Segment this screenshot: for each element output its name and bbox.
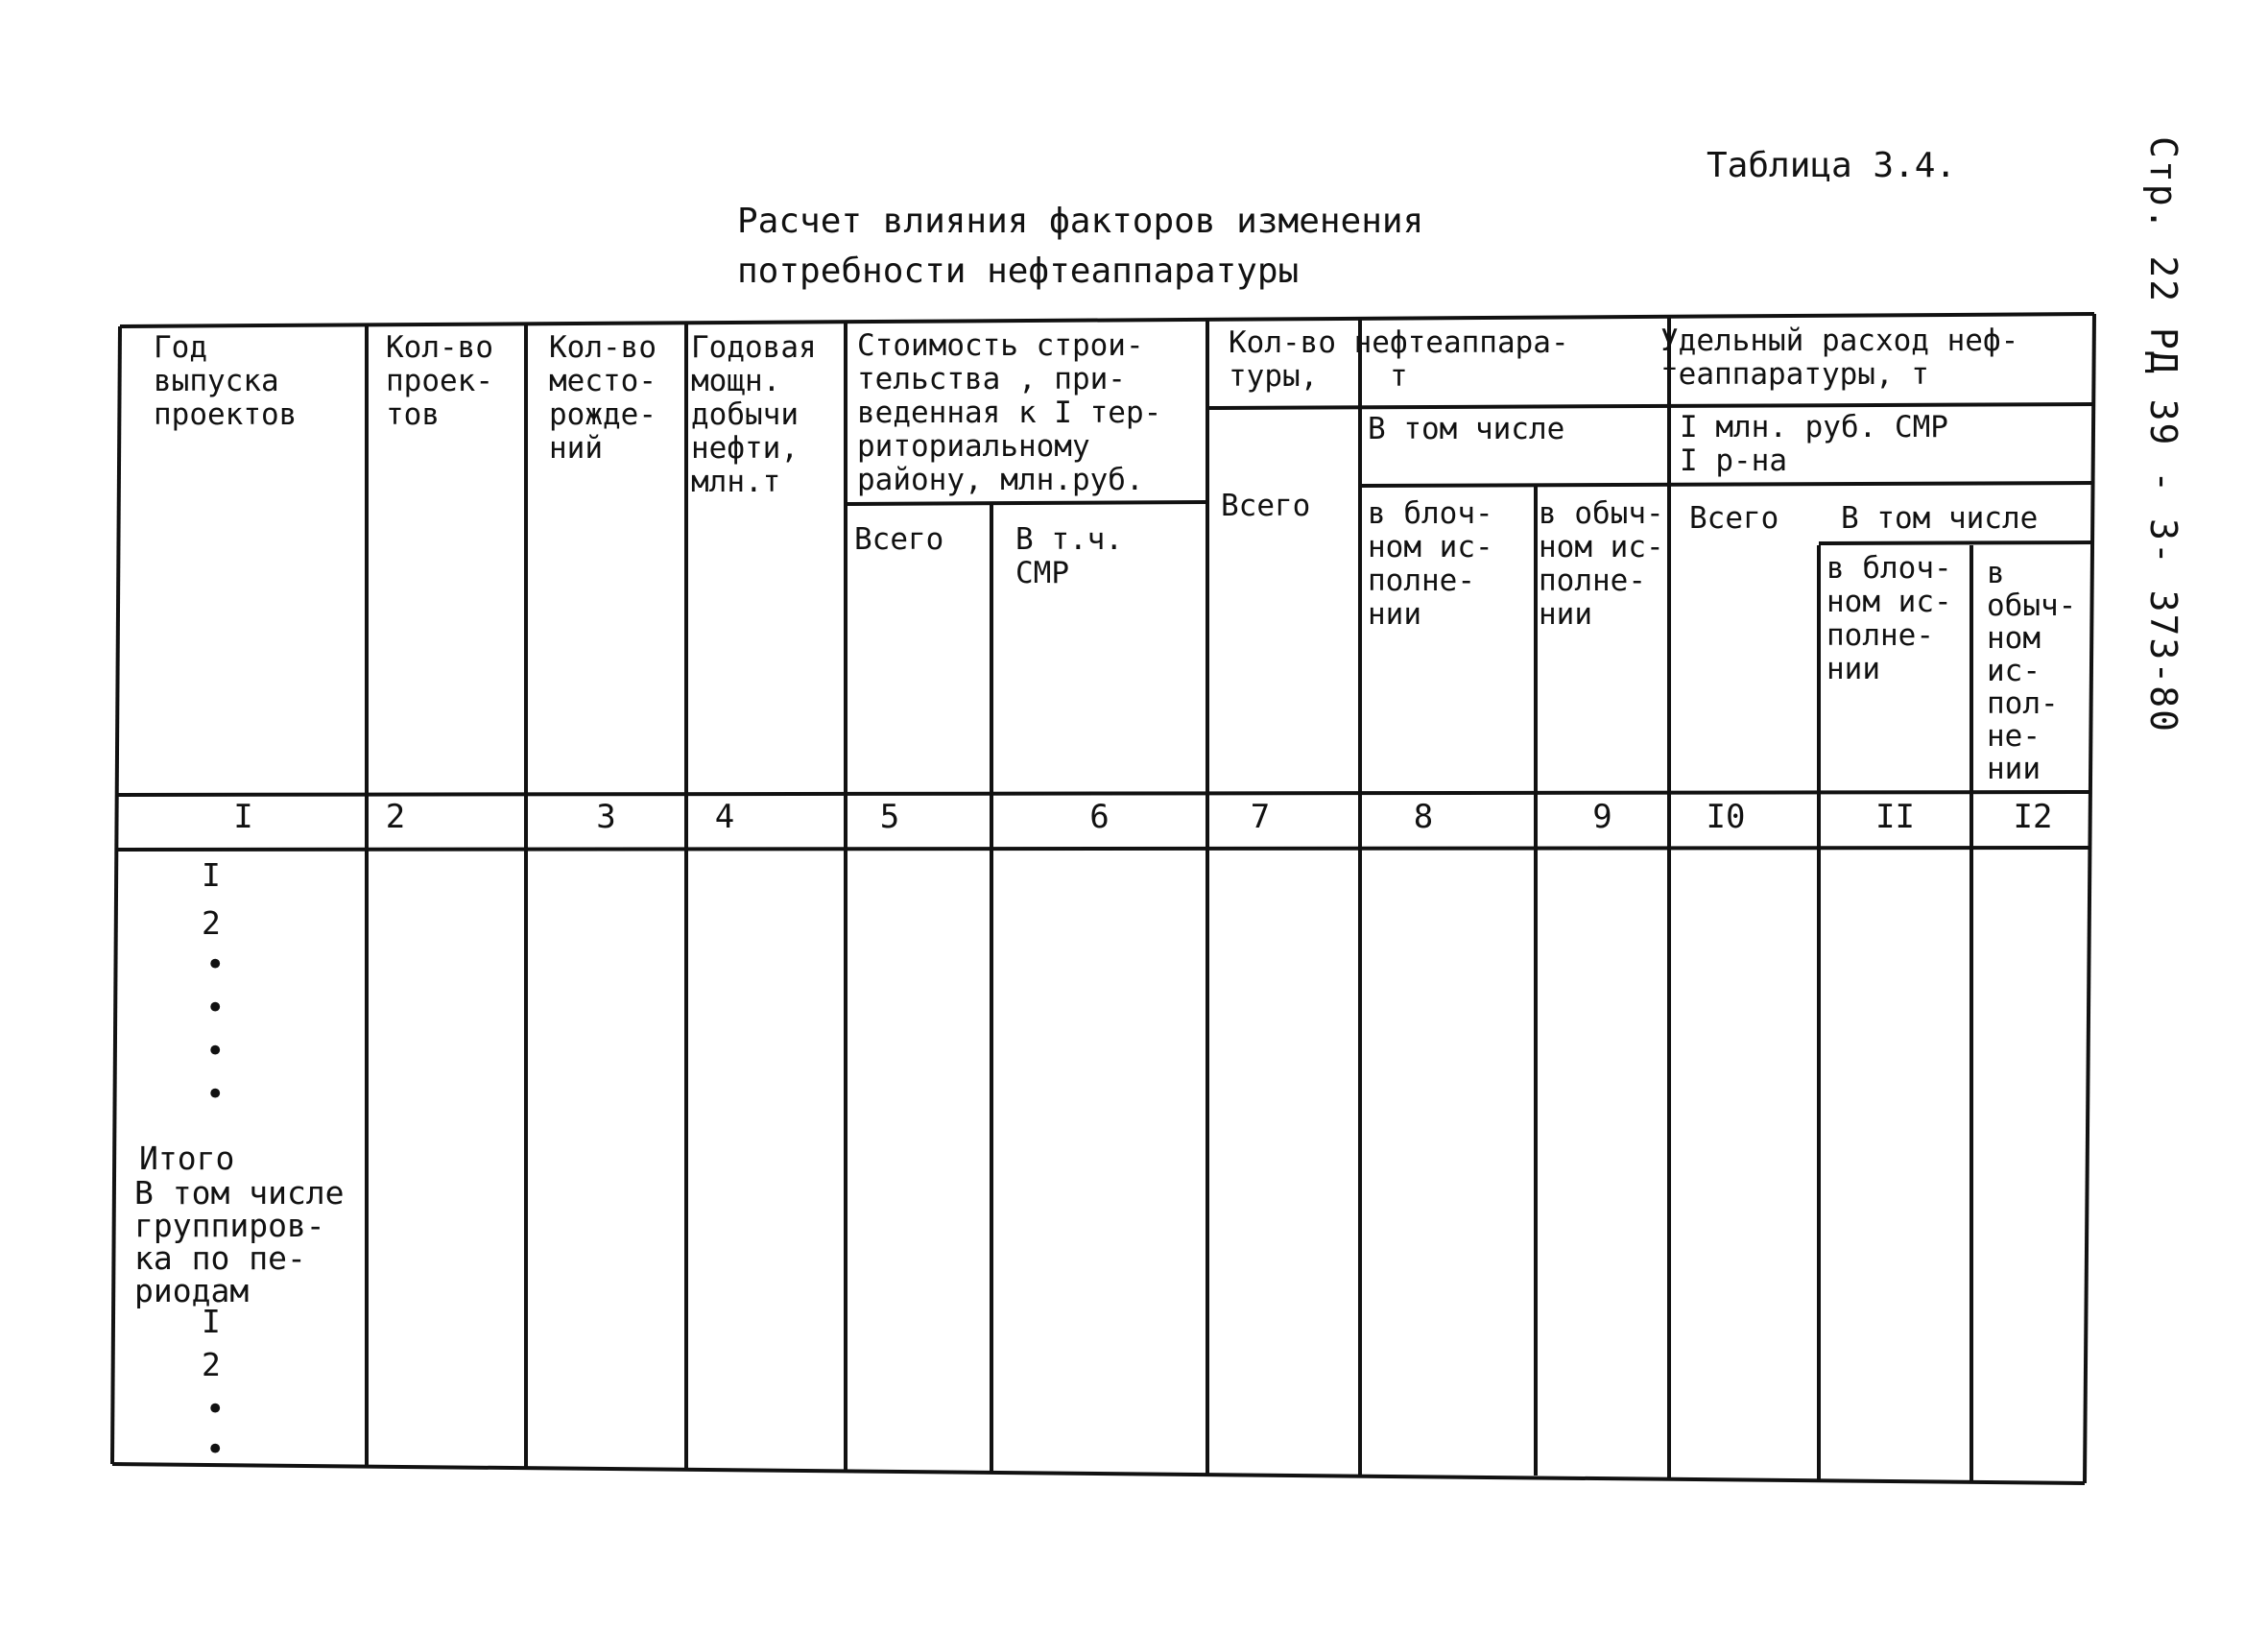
ellipsis-dot: • bbox=[205, 989, 226, 1027]
col-number: I2 bbox=[2013, 798, 2053, 836]
table-label: Таблица 3.4. bbox=[1707, 146, 1957, 185]
col-number: 7 bbox=[1250, 798, 1271, 836]
table-title-line-1: Расчет влияния факторов изменения bbox=[737, 202, 1424, 241]
row-grouping-label: В том числе группиров- ка по пе- риодам bbox=[134, 1174, 345, 1309]
table-title-line-2: потребности нефтеаппаратуры bbox=[737, 252, 1300, 291]
table-right-border bbox=[2085, 314, 2094, 1483]
col-number: 9 bbox=[1592, 798, 1612, 836]
rule-incl bbox=[1360, 483, 2094, 486]
page-reference: Стр. 22 РД 39 - 3- 373-80 bbox=[2142, 136, 2184, 733]
header-spec-incl: В том числе bbox=[1841, 501, 2039, 536]
header-spec-total: Всего bbox=[1689, 501, 1779, 536]
rule-cost-group bbox=[846, 502, 1207, 504]
header-spec-regular: в обыч- ном ис- пол- не- нии bbox=[1987, 556, 2077, 786]
col-number: II bbox=[1875, 798, 1915, 836]
col-number: 5 bbox=[879, 798, 900, 836]
table-bottom-border bbox=[112, 1464, 2085, 1483]
rule-spec-incl bbox=[1819, 542, 2094, 543]
row-label: I bbox=[202, 1303, 221, 1340]
col-number: 6 bbox=[1089, 798, 1110, 836]
row-label: 2 bbox=[202, 904, 221, 942]
header-fields: Кол-во место- рожде- ний bbox=[549, 330, 657, 466]
ellipsis-dot: • bbox=[205, 1032, 226, 1070]
header-cost-total: Всего bbox=[854, 522, 944, 557]
rule-numbers-top bbox=[117, 792, 2089, 795]
ellipsis-dot: • bbox=[205, 1390, 226, 1428]
col-number: 2 bbox=[385, 798, 406, 836]
col-number: 3 bbox=[596, 798, 616, 836]
header-qty-regular: в обыч- ном ис- полне- нии bbox=[1539, 496, 1664, 632]
header-qty-group: Кол-во нефтеаппара- туры, т bbox=[1229, 325, 1569, 394]
col-number: 8 bbox=[1413, 798, 1434, 836]
header-projects: Кол-во проек- тов bbox=[386, 330, 493, 432]
ellipsis-dot: • bbox=[205, 946, 226, 984]
row-total-label: Итого bbox=[139, 1140, 235, 1177]
header-spec-block: в блоч- ном ис- полне- нии bbox=[1826, 551, 1952, 686]
header-annual-capacity: Годовая мощн. добычи нефти, млн.т bbox=[691, 330, 817, 499]
header-qty-total: Всего bbox=[1221, 489, 1311, 523]
col-number: I0 bbox=[1706, 798, 1746, 836]
header-cost-group: Стоимость строи- тельства , при- веденная к I тер- риториальному району, млн.руб. bbox=[857, 328, 1162, 497]
row-label: I bbox=[202, 856, 221, 894]
ellipsis-dot: • bbox=[205, 1075, 226, 1114]
col-number: 4 bbox=[714, 798, 735, 836]
ellipsis-dot: • bbox=[205, 1430, 226, 1469]
header-qty-incl: В том числе bbox=[1368, 412, 1565, 446]
header-spec-group: Удельный расход неф- теаппаратуры, т bbox=[1660, 324, 2019, 392]
row-label: 2 bbox=[202, 1346, 221, 1383]
rule-qty-group bbox=[1207, 404, 2094, 408]
header-cost-smr: В т.ч. СМР bbox=[1015, 522, 1123, 590]
col-number: I bbox=[233, 798, 253, 836]
table-left-border bbox=[112, 326, 120, 1464]
header-spec-sub: I млн. руб. СМР I р-на bbox=[1680, 410, 1948, 478]
header-year: Год выпуска проектов bbox=[154, 330, 298, 432]
rule-numbers-bottom bbox=[117, 848, 2089, 850]
header-qty-block: в блоч- ном ис- полне- нии bbox=[1368, 496, 1493, 632]
